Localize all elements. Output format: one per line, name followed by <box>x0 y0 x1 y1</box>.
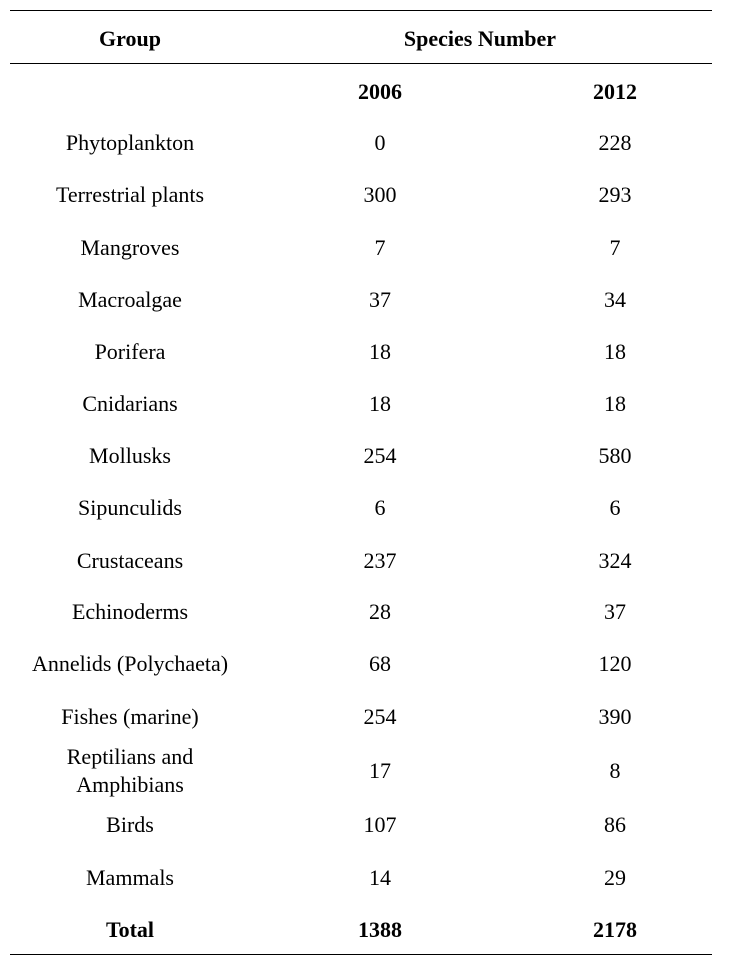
year-2012-header: 2012 <box>593 79 637 104</box>
value-2006: 254 <box>363 443 397 468</box>
value-2012: 293 <box>598 182 632 207</box>
value-2006: 17 <box>369 758 391 783</box>
group-column-header: Group <box>99 26 161 51</box>
value-2012: 7 <box>609 235 621 260</box>
table-bottom-rule <box>10 954 712 955</box>
group-name: Sipunculids <box>78 495 182 520</box>
value-2012: 34 <box>604 287 626 312</box>
group-name: Annelids (Polychaeta) <box>31 651 229 676</box>
group-name: Crustaceans <box>76 548 184 573</box>
value-2012: 390 <box>598 704 632 729</box>
value-2006: 37 <box>369 287 391 312</box>
group-name: Macroalgae <box>78 287 182 312</box>
value-2006: 28 <box>369 599 391 624</box>
value-2012: 324 <box>598 548 632 573</box>
value-2012: 18 <box>604 391 626 416</box>
value-2012: 37 <box>604 599 626 624</box>
group-name: Mollusks <box>89 443 171 468</box>
value-2012: 228 <box>598 130 632 155</box>
value-2006: 6 <box>374 495 386 520</box>
value-2006: 14 <box>369 865 391 890</box>
group-name: Echinoderms <box>71 599 189 624</box>
group-name: Birds <box>106 812 154 837</box>
value-2012: 120 <box>598 651 632 676</box>
group-name: Reptilians and Amphibians <box>66 744 194 797</box>
total-label: Total <box>105 917 155 942</box>
group-name: Terrestrial plants <box>55 182 205 207</box>
value-2012: 8 <box>609 758 621 783</box>
year-2006-header: 2006 <box>358 79 402 104</box>
value-2012: 18 <box>604 339 626 364</box>
value-2006: 18 <box>369 391 391 416</box>
value-2006: 0 <box>374 130 386 155</box>
total-2006: 1388 <box>358 917 402 942</box>
value-2006: 107 <box>363 812 397 837</box>
group-name: Phytoplankton <box>65 130 195 155</box>
total-2012: 2178 <box>593 917 637 942</box>
table-header-rule <box>10 63 712 64</box>
group-name: Porifera <box>94 339 166 364</box>
value-2006: 300 <box>363 182 397 207</box>
value-2006: 237 <box>363 548 397 573</box>
value-2006: 68 <box>369 651 391 676</box>
value-2012: 580 <box>598 443 632 468</box>
value-2006: 7 <box>374 235 386 260</box>
group-name: Mangroves <box>80 235 180 260</box>
group-name: Fishes (marine) <box>61 704 199 729</box>
table-top-rule <box>10 10 712 11</box>
value-2006: 18 <box>369 339 391 364</box>
species-number-header: Species Number <box>403 26 557 51</box>
value-2012: 29 <box>604 865 626 890</box>
value-2012: 86 <box>604 812 626 837</box>
group-name: Cnidarians <box>82 391 178 416</box>
group-name: Mammals <box>86 865 174 890</box>
value-2006: 254 <box>363 704 397 729</box>
value-2012: 6 <box>609 495 621 520</box>
